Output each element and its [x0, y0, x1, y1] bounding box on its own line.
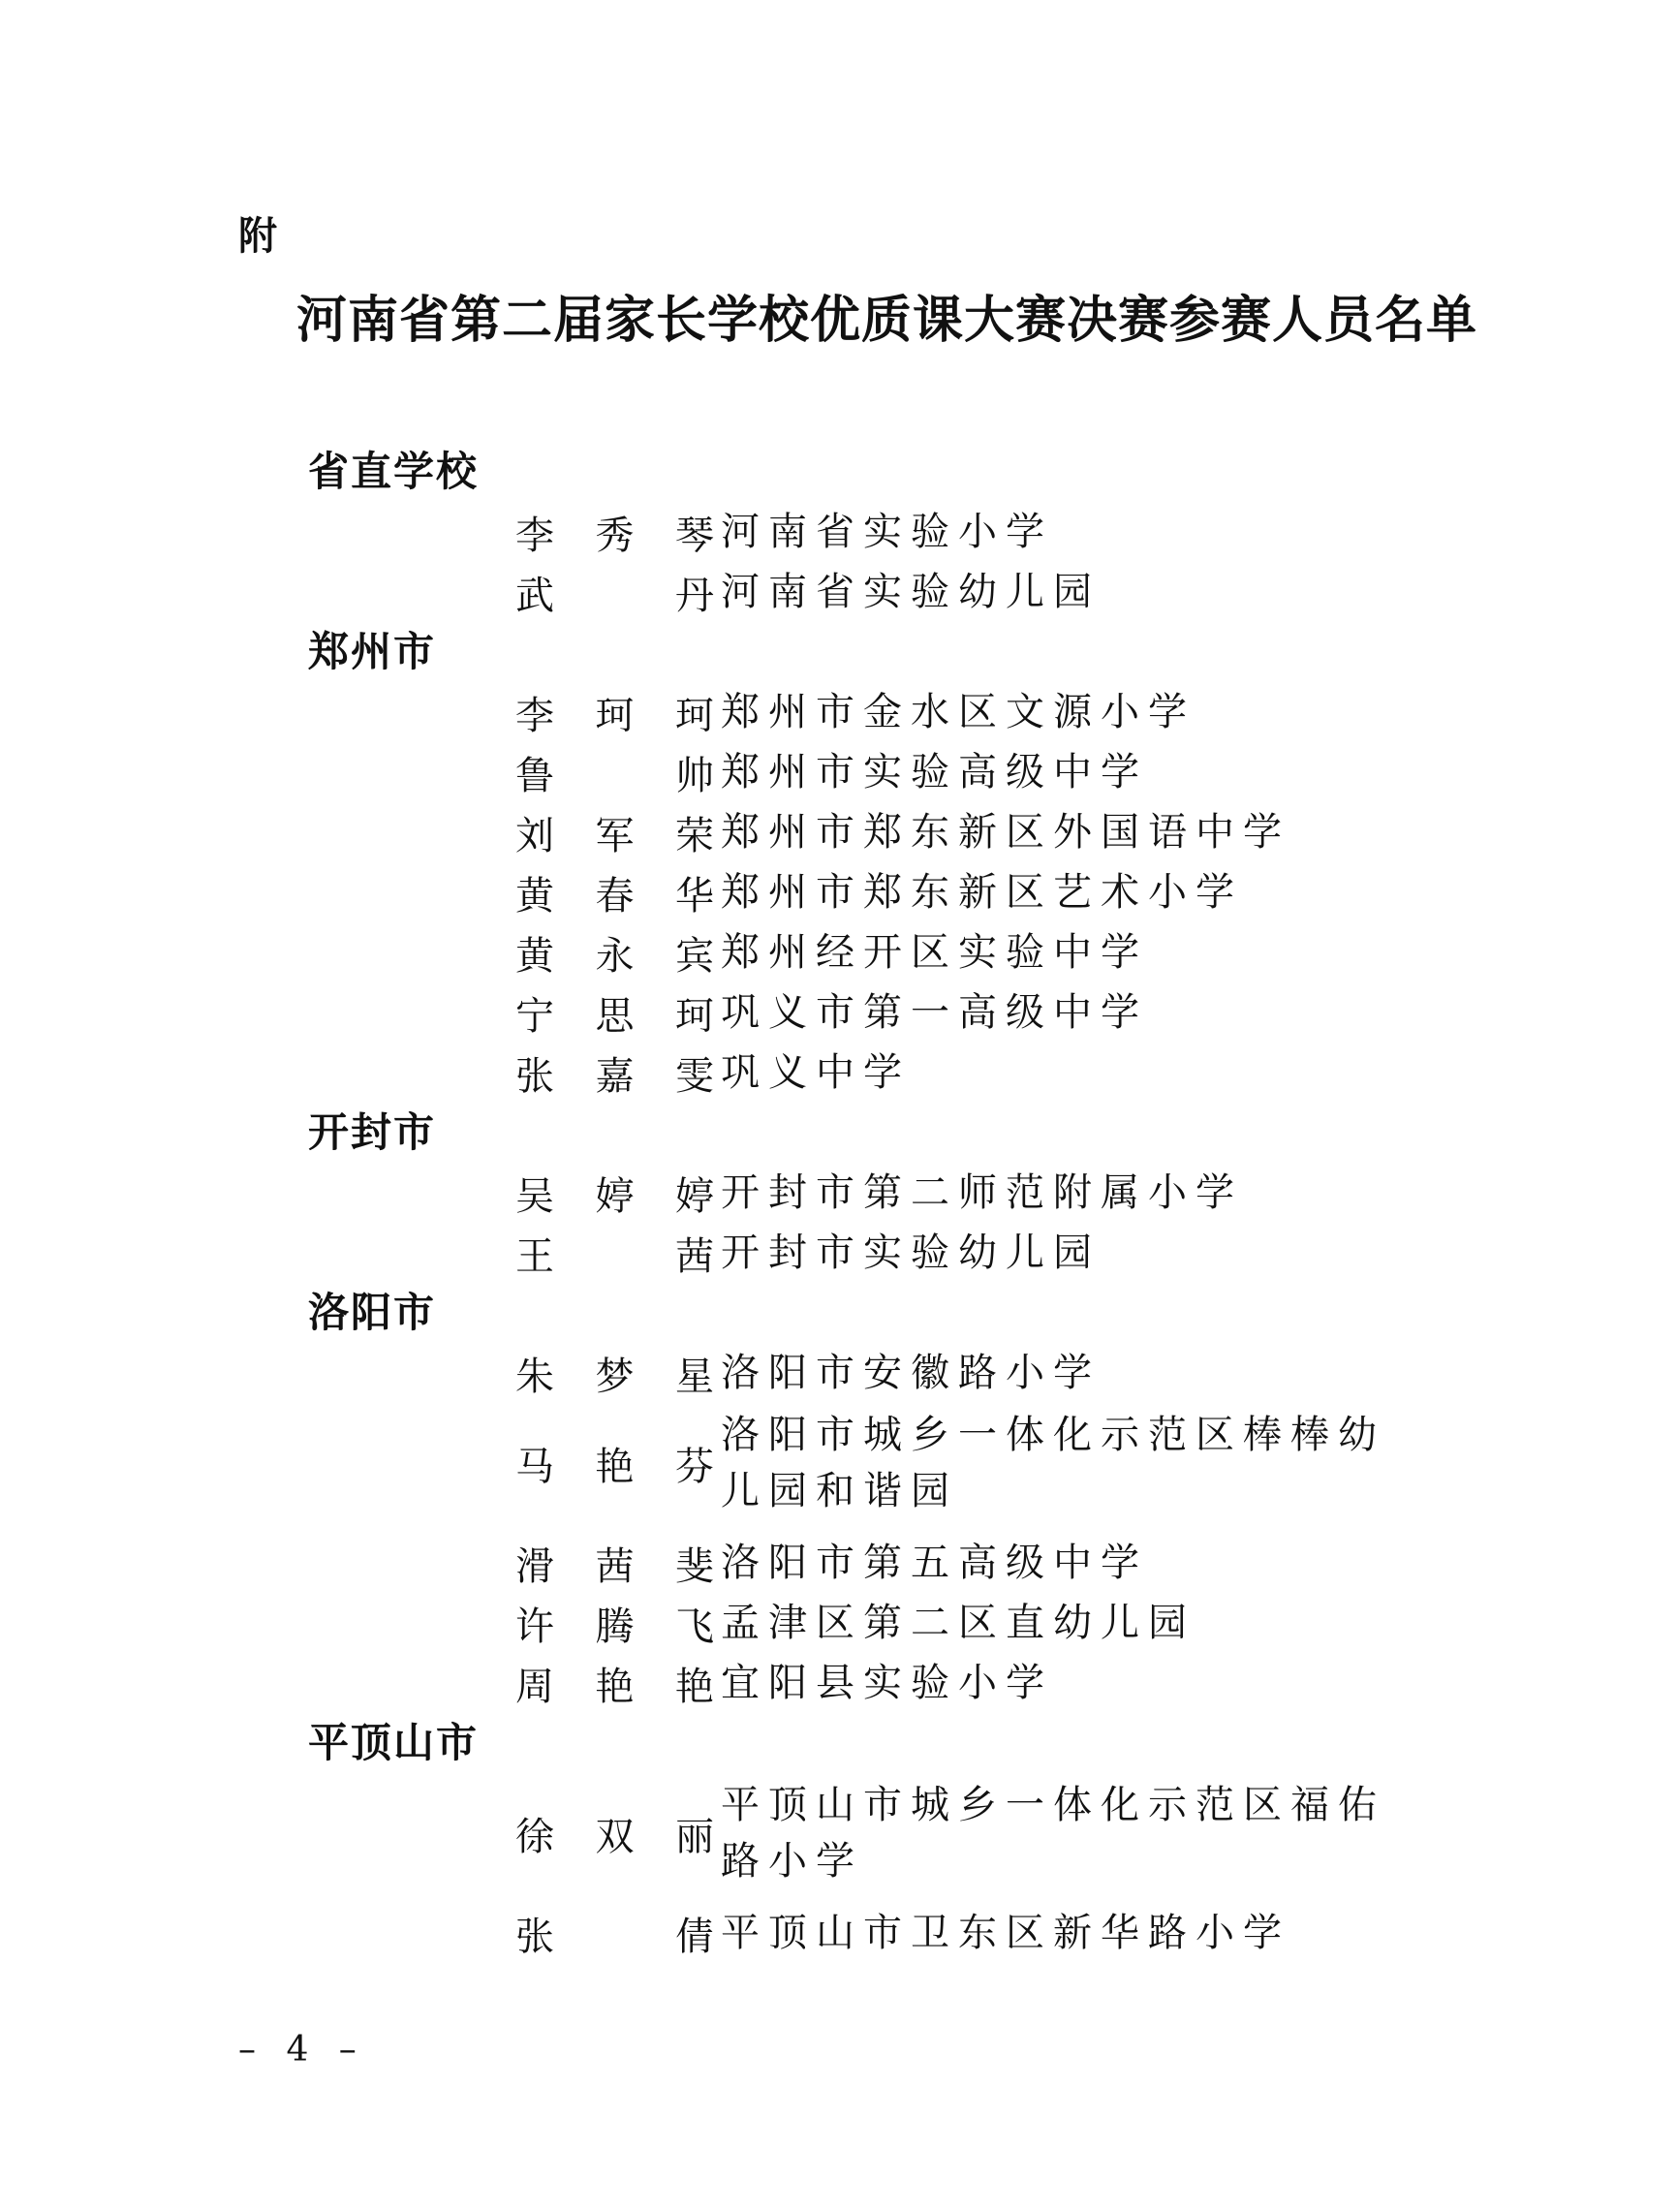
participant-row [308, 562, 1403, 622]
participant-name: 吴婷婷 [515, 1173, 721, 1219]
participant-row [308, 1403, 1403, 1523]
participant-row [308, 862, 1403, 922]
participant-row [308, 1343, 1403, 1403]
participant-school: 郑州经开区实验中学 [721, 930, 1148, 975]
participant-name: 张嘉雯 [515, 1053, 721, 1099]
participant-school: 郑州市郑东新区艺术小学 [721, 870, 1243, 915]
participant-row [308, 1903, 1403, 1963]
document-title: 河南省第二届家长学校优质课大赛决赛参赛人员名单 [296, 291, 1478, 350]
participant-row [308, 742, 1403, 802]
participant-row [308, 1593, 1403, 1653]
participant-name: 王 茜 [515, 1233, 721, 1279]
participant-name: 徐双丽 [515, 1814, 721, 1859]
participant-row [308, 802, 1403, 862]
participant-school: 洛阳市城乡一体化示范区棒棒幼儿园和谐园 [721, 1413, 1385, 1513]
participant-row [308, 922, 1403, 982]
participant-name: 马艳芬 [515, 1444, 721, 1489]
participant-school: 宜阳县实验小学 [721, 1661, 1053, 1705]
participant-row [308, 682, 1403, 742]
participant-school: 洛阳市第五高级中学 [721, 1541, 1148, 1585]
participant-name: 朱梦星 [515, 1354, 721, 1399]
participant-row [308, 1533, 1403, 1593]
region-heading: 开封市 [308, 1108, 437, 1156]
participant-name: 张 倩 [515, 1914, 721, 1959]
participant-row [308, 502, 1403, 562]
participant-name: 许腾飞 [515, 1604, 721, 1649]
region-heading: 省直学校 [308, 448, 480, 495]
appendix-label: 附 [238, 214, 279, 259]
participant-school: 平顶山市卫东区新华路小学 [721, 1911, 1290, 1955]
participant-school: 郑州市郑东新区外国语中学 [721, 810, 1290, 855]
participant-school: 孟津区第二区直幼儿园 [721, 1601, 1196, 1645]
participant-name: 宁思珂 [515, 993, 721, 1039]
participant-name: 刘军荣 [515, 813, 721, 858]
participant-name: 武 丹 [515, 573, 721, 618]
participant-school: 郑州市实验高级中学 [721, 750, 1148, 794]
participant-row [308, 1163, 1403, 1223]
page-number: – 4 – [238, 2030, 366, 2070]
participant-school: 郑州市金水区文源小学 [721, 690, 1196, 734]
participant-row [308, 1223, 1403, 1283]
participant-name: 李秀琴 [515, 513, 721, 558]
region-heading: 平顶山市 [308, 1719, 480, 1766]
participant-name: 周艳艳 [515, 1664, 721, 1709]
participant-school: 河南省实验小学 [721, 510, 1053, 554]
participant-school: 开封市实验幼儿园 [721, 1231, 1101, 1275]
participant-school: 河南省实验幼儿园 [721, 570, 1101, 614]
participant-row [308, 1773, 1403, 1893]
region-heading: 洛阳市 [308, 1289, 437, 1336]
participant-row [308, 982, 1403, 1043]
participant-school: 巩义中学 [721, 1050, 911, 1095]
participant-school: 洛阳市安徽路小学 [721, 1351, 1101, 1395]
participant-name: 黄春华 [515, 873, 721, 919]
participant-school: 平顶山市城乡一体化示范区福佑路小学 [721, 1783, 1385, 1884]
participant-row [308, 1653, 1403, 1713]
participant-list [308, 442, 1403, 1963]
participant-name: 鲁 帅 [515, 753, 721, 798]
region-heading: 郑州市 [308, 628, 437, 675]
participant-name: 李珂珂 [515, 693, 721, 738]
participant-school: 开封市第二师范附属小学 [721, 1170, 1243, 1215]
participant-name: 滑茜斐 [515, 1543, 721, 1589]
participant-row [308, 1043, 1403, 1103]
participant-name: 黄永宾 [515, 933, 721, 979]
participant-school: 巩义市第一高级中学 [721, 990, 1148, 1035]
